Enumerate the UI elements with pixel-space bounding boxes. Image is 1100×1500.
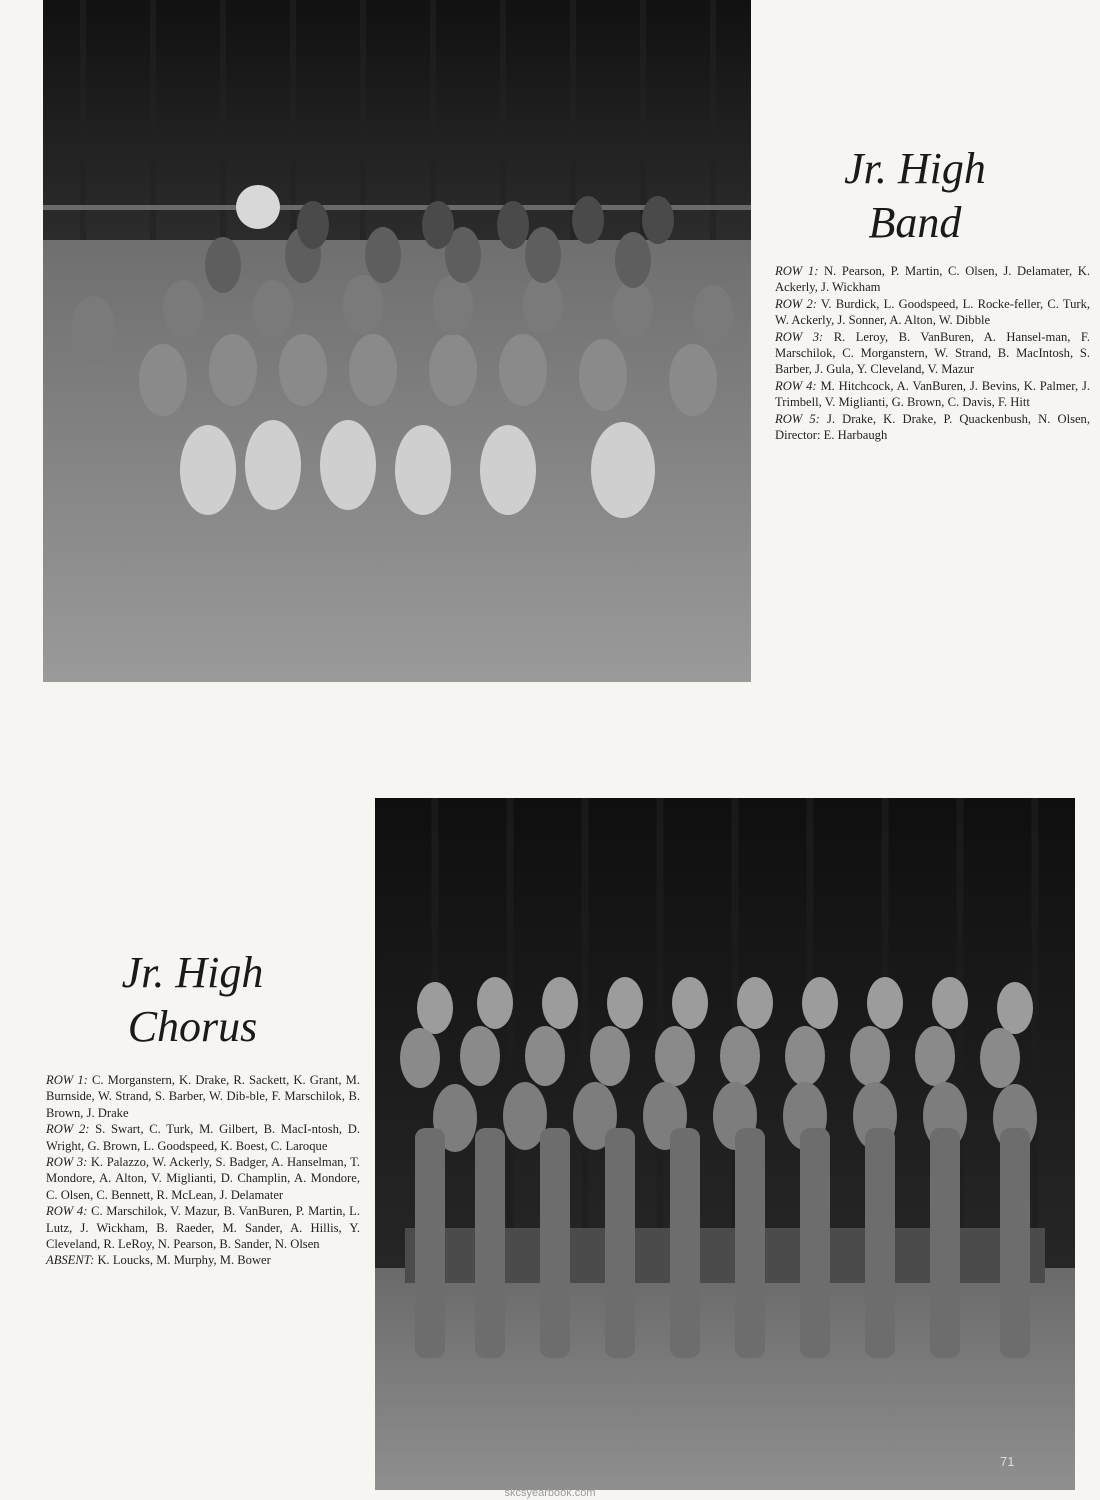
band-title-line2: Band [868, 198, 962, 247]
band-title-line1: Jr. High [844, 144, 986, 193]
chorus-title-line1: Jr. High [121, 948, 264, 997]
row-label: ROW 2: [775, 296, 817, 311]
chorus-roster-row [46, 1154, 360, 1203]
row-label: ROW 3: [775, 329, 824, 344]
row-names: K. Palazzo, W. Ackerly, S. Badger, A. Hanselman, T. Mondore, A. Alton, V. Miglianti, D. Champlin, A. Mondore, C. Olsen, C. Bennett, R. McLean, J. Delamater [46, 1155, 360, 1202]
band-group-photo [43, 0, 751, 682]
band-roster-row [775, 263, 1090, 296]
row-label: ABSENT: [46, 1253, 95, 1268]
row-label: ROW 1: [46, 1073, 88, 1087]
band-photo-illustration [43, 0, 751, 682]
row-names: C. Marschilok, V. Mazur, B. VanBuren, P. Martin, L. Lutz, J. Wickham, B. Raeder, M. Sander, A. Hillis, Y. Cleveland, R. LeRoy, N. Pearson, B. Sander, N. Olsen [46, 1204, 360, 1252]
row-names: S. Swart, C. Turk, M. Gilbert, B. MacI-ntosh, D. Wright, G. Brown, L. Goodspeed, K. Boest, C. Laroque [46, 1122, 360, 1153]
row-names: J. Drake, K. Drake, P. Quackenbush, N. Olsen, Director: E. Harbaugh [775, 411, 1091, 443]
band-title [790, 142, 1040, 250]
chorus-roster-row [46, 1252, 360, 1268]
chorus-roster-row [46, 1121, 360, 1154]
row-label: ROW 4: [775, 378, 817, 393]
row-label: ROW 5: [775, 411, 820, 426]
chorus-photo-illustration [375, 798, 1075, 1490]
chorus-group-photo [375, 798, 1075, 1490]
chorus-title [80, 946, 305, 1054]
row-label: ROW 3: [46, 1155, 88, 1170]
band-roster-row [775, 329, 1090, 378]
chorus-roster-row [46, 1203, 360, 1252]
row-label: ROW 1: [775, 264, 819, 278]
row-label: ROW 4: [46, 1204, 88, 1219]
band-roster-row [775, 411, 1090, 444]
site-watermark: skcsyearbook.com [504, 1487, 596, 1499]
band-roster [775, 263, 1090, 443]
row-names: M. Hitchcock, A. VanBuren, J. Bevins, K. Palmer, J. Trimbell, V. Miglianti, G. Brown, C. Davis, F. Hitt [775, 378, 1090, 410]
page-number: 71 [1000, 1454, 1015, 1469]
chorus-title-line2: Chorus [127, 1002, 258, 1051]
row-names: K. Loucks, M. Murphy, M. Bower [97, 1253, 271, 1268]
row-names: C. Morganstern, K. Drake, R. Sackett, K. Grant, M. Burnside, W. Strand, S. Barber, W. Dib-ble, F. Marschilok, B. Brown, J. Drake [46, 1073, 361, 1120]
row-names: R. Leroy, B. VanBuren, A. Hansel-man, F. Marschilok, C. Morganstern, W. Strand, B. MacIntosh, S. Barber, J. Gula, Y. Cleveland, V. Mazur [775, 329, 1090, 377]
band-roster-row [775, 378, 1090, 411]
row-names: V. Burdick, L. Goodspeed, L. Rocke-feller, C. Turk, W. Ackerly, J. Sonner, A. Alton, W. Dibble [775, 296, 1091, 328]
row-names: N. Pearson, P. Martin, C. Olsen, J. Delamater, K. Ackerly, J. Wickham [775, 264, 1090, 295]
chorus-roster [46, 1072, 360, 1269]
chorus-roster-row [46, 1072, 360, 1121]
row-label: ROW 2: [46, 1122, 90, 1137]
band-roster-row [775, 296, 1090, 329]
